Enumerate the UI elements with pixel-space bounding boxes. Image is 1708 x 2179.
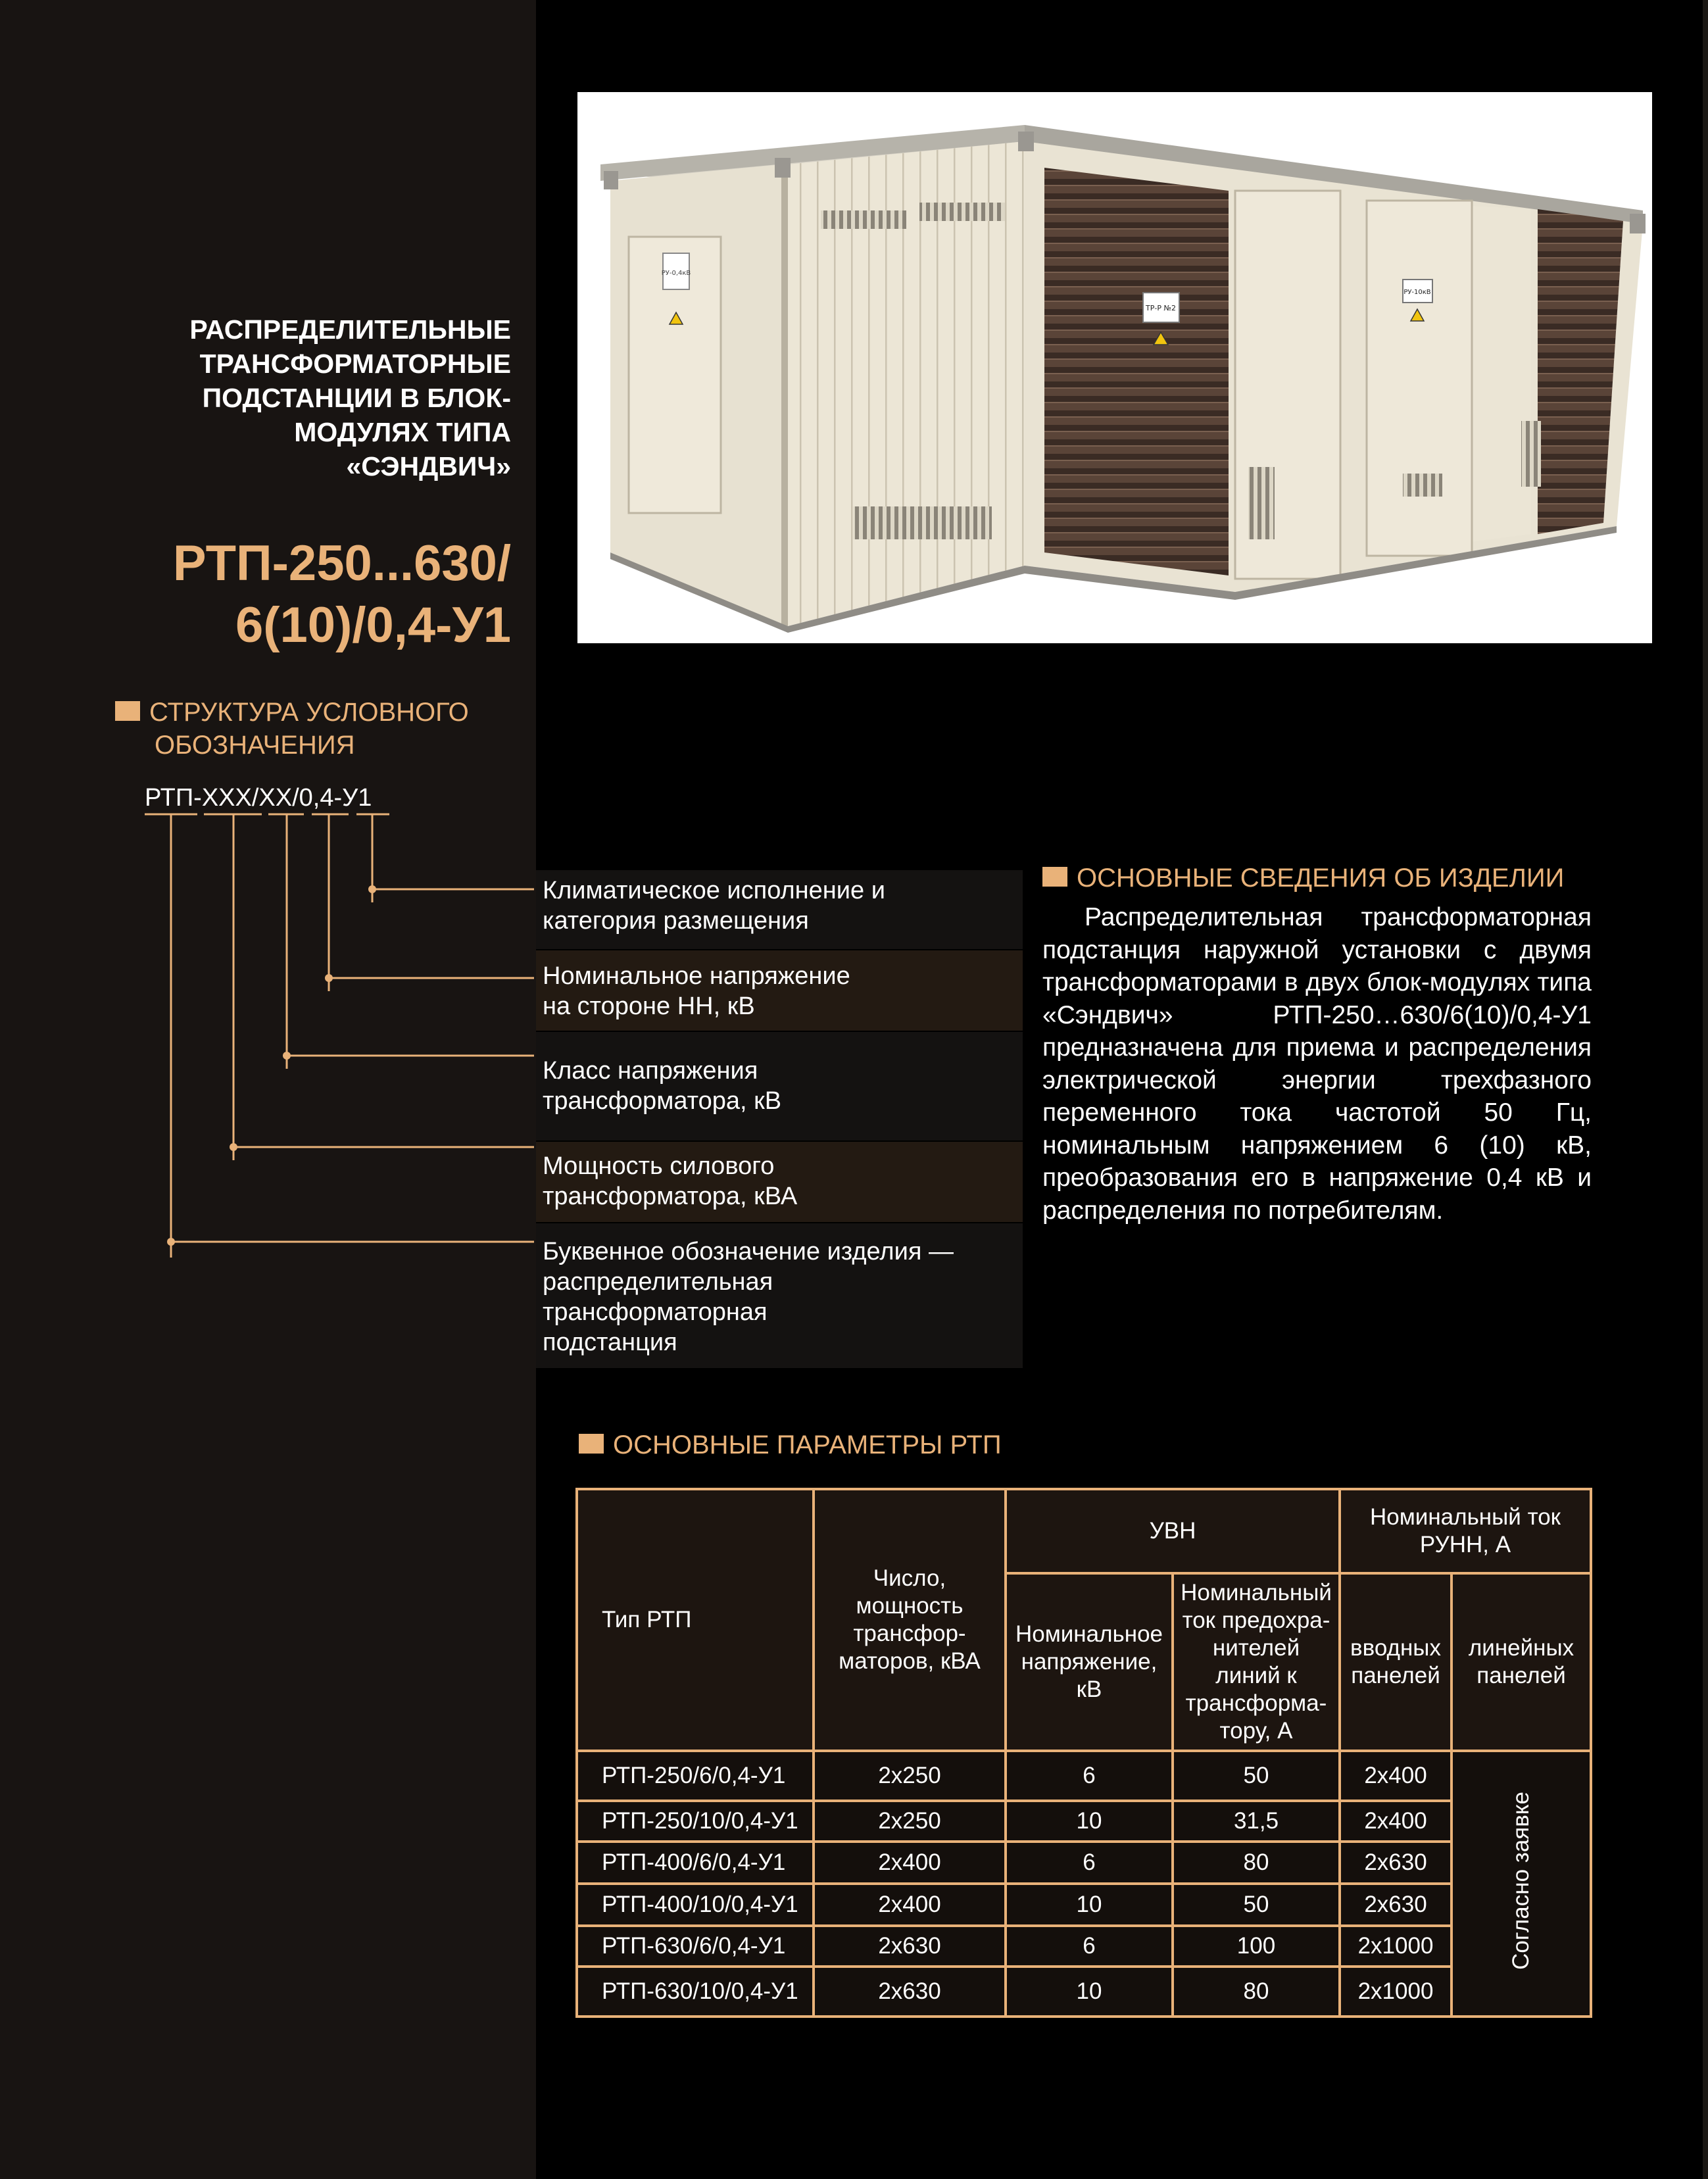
cell-type: РТП-400/6/0,4-У1 (577, 1842, 814, 1884)
vent-grille (821, 210, 906, 229)
cell-input: 2х400 (1340, 1801, 1452, 1842)
cell-type: РТП-250/10/0,4-У1 (577, 1801, 814, 1842)
connector-line (329, 814, 534, 978)
vent-grille (919, 203, 1005, 221)
door-icon (1367, 201, 1472, 556)
connector-line (287, 814, 534, 1056)
cell-voltage: 10 (1006, 1967, 1173, 2017)
params-heading-text: ОСНОВНЫЕ ПАРАМЕТРЫ РТП (613, 1431, 1002, 1459)
description-text (1042, 901, 1592, 1227)
description-heading-text: ОСНОВНЫЕ СВЕДЕНИЯ ОБ ИЗДЕЛИИ (1077, 864, 1565, 893)
cell-fuse: 80 (1173, 1842, 1340, 1884)
line-panels-text: Согласно заявке (1508, 1791, 1534, 1970)
louvre-panel (1044, 168, 1229, 575)
cell-count: 2х400 (814, 1884, 1006, 1926)
vent-grille (854, 506, 992, 539)
cell-voltage: 10 (1006, 1801, 1173, 1842)
cell-type: РТП-630/10/0,4-У1 (577, 1967, 814, 2017)
cell-fuse: 50 (1173, 1884, 1340, 1926)
description-paragraph: Распределительная трансформаторная подстанция наружной установки с двумя трансформаторами в двух блок-модулях типа «Сэндвич» РТП-250…630/6(10)/0,4-У1 предназначена для приема и распределения электрической энергии трехфазного переменного тока частотой 50 Гц, номинальным напряжением 6 (10) кВ, преобразования его в напряжение 0,4 кВ и распределения по потребителям. (1042, 903, 1592, 1225)
cell-voltage: 6 (1006, 1842, 1173, 1884)
connector-line (372, 814, 534, 889)
cell-count: 2х630 (814, 1967, 1006, 2017)
cell-count: 2х250 (814, 1751, 1006, 1801)
legend-text: Климатическое исполнение и (543, 877, 885, 904)
cell-input: 2х630 (1340, 1842, 1452, 1884)
title-line: «СЭНДВИЧ» (346, 451, 511, 481)
cell-type: РТП-250/6/0,4-У1 (577, 1751, 814, 1801)
vent-grille (1248, 467, 1275, 539)
legend-text: распределительная (543, 1268, 773, 1296)
designation-code: РТП-XXX/XX/0,4-У1 (145, 784, 372, 812)
cell-line-panels (1452, 1751, 1591, 2017)
header-type: Тип РТП (577, 1489, 814, 1751)
header-line: линейных панелей (1452, 1573, 1591, 1751)
cell-voltage: 6 (1006, 1926, 1173, 1967)
substation-illustration (577, 92, 1652, 643)
bullet-square-icon (1042, 867, 1067, 887)
bullet-square-icon (579, 1434, 604, 1454)
header-count: Число, мощность трансфор-маторов, кВА (814, 1489, 1006, 1751)
structure-heading-line: ОБОЗНАЧЕНИЯ (155, 731, 355, 760)
cell-input: 2х1000 (1340, 1967, 1452, 2017)
title-line: ТРАНСФОРМАТОРНЫЕ (199, 349, 511, 379)
structure-heading-line: СТРУКТУРА УСЛОВНОГО (149, 698, 469, 727)
description-heading (1042, 862, 1564, 894)
header-voltage: Номинальное напряжение, кВ (1006, 1573, 1173, 1751)
connector-dot (230, 1143, 237, 1151)
header-current: Номинальный ток РУНН, А (1340, 1489, 1591, 1573)
connector-dot (283, 1052, 291, 1060)
cell-fuse: 100 (1173, 1926, 1340, 1967)
connector-line (171, 814, 534, 1242)
model-line: РТП-250...630/ (172, 535, 511, 591)
door-label: РУ-10кВ (1403, 289, 1431, 296)
vent-grille (1403, 474, 1442, 497)
product-photo (577, 92, 1652, 643)
legend-text: на стороне НН, кВ (543, 992, 755, 1020)
cell-voltage: 6 (1006, 1751, 1173, 1801)
door-label: РУ-0,4кВ (661, 270, 691, 277)
legend-text: Мощность силового (543, 1152, 775, 1180)
vent-grille (1521, 421, 1541, 487)
params-table (575, 1488, 1592, 2018)
connector-line (233, 814, 534, 1147)
legend-text: трансформаторная (543, 1298, 768, 1326)
cell-type: РТП-400/10/0,4-У1 (577, 1884, 814, 1926)
connector-dot (167, 1238, 175, 1246)
cell-input: 2х1000 (1340, 1926, 1452, 1967)
title-line: ПОДСТАНЦИИ В БЛОК- (202, 383, 511, 413)
legend-text: категория размещения (543, 907, 809, 935)
legend-text: Номинальное напряжение (543, 962, 850, 990)
model-line: 6(10)/0,4-У1 (235, 597, 511, 653)
cell-count: 2х630 (814, 1926, 1006, 1967)
cell-input: 2х630 (1340, 1884, 1452, 1926)
cell-voltage: 10 (1006, 1884, 1173, 1926)
cell-count: 2х400 (814, 1842, 1006, 1884)
cell-fuse: 80 (1173, 1967, 1340, 2017)
header-uvn: УВН (1006, 1489, 1340, 1573)
legend-text: трансформатора, кВ (543, 1087, 782, 1115)
header-fuse: Номинальный ток предохра-нителей линий к трансформа-тору, А (1173, 1573, 1340, 1751)
cell-type: РТП-630/6/0,4-У1 (577, 1926, 814, 1967)
legend-text: подстанция (543, 1329, 677, 1356)
door-label: ТР-Р №2 (1146, 304, 1176, 312)
header-input: вводных панелей (1340, 1573, 1452, 1751)
legend-text: трансформатора, кВА (543, 1183, 798, 1210)
legend-text: Класс напряжения (543, 1057, 758, 1085)
cell-count: 2х250 (814, 1801, 1006, 1842)
legend-text: Буквенное обозначение изделия — (543, 1238, 954, 1265)
title-line: МОДУЛЯХ ТИПА (294, 417, 511, 447)
connector-dot (368, 885, 376, 893)
cell-fuse: 50 (1173, 1751, 1340, 1801)
cell-input: 2х400 (1340, 1751, 1452, 1801)
connector-dot (325, 974, 333, 982)
title-line: РАСПРЕДЕЛИТЕЛЬНЫЕ (189, 314, 511, 345)
cell-fuse: 31,5 (1173, 1801, 1340, 1842)
params-heading (579, 1429, 1002, 1461)
